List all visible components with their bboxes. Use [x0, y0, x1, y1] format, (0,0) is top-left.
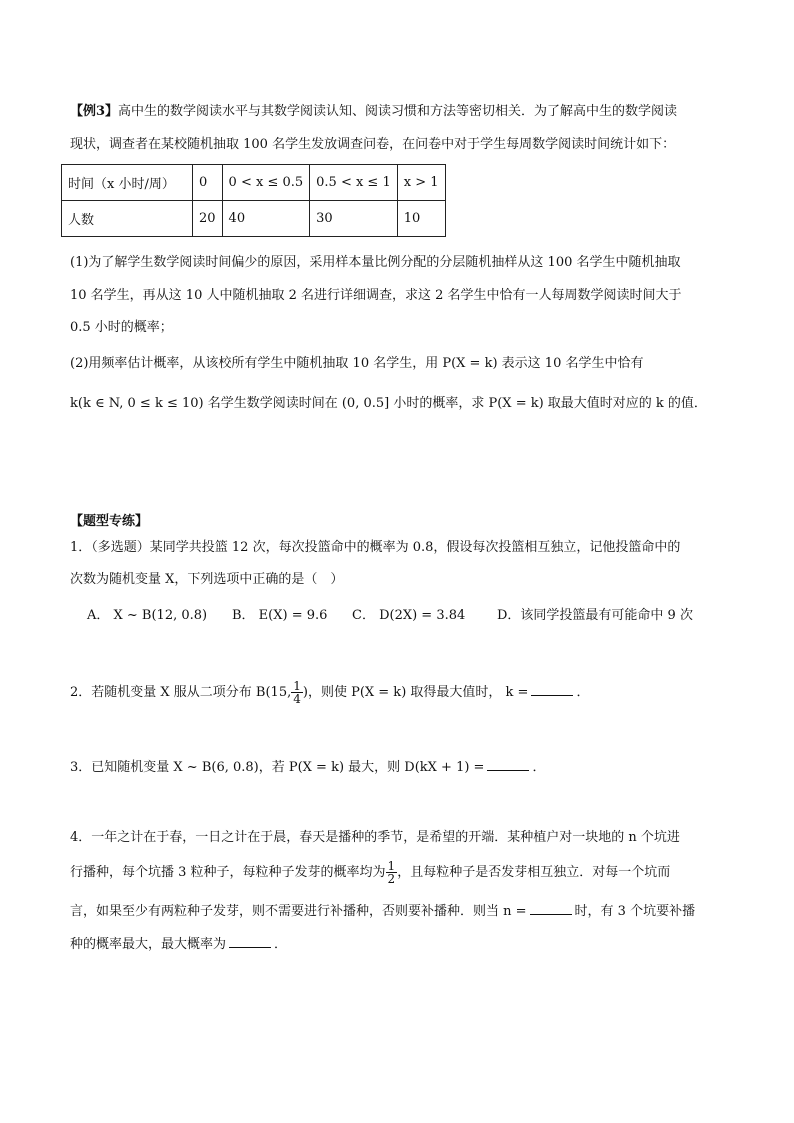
- table-row: [62, 201, 446, 237]
- fraction-numerator: 1: [293, 679, 301, 693]
- table-cell: 人数: [62, 201, 193, 237]
- fraction: [386, 860, 398, 885]
- practice-heading: 【题型专练】: [70, 514, 149, 529]
- option-c: C． D(2X) = 3.84: [352, 608, 466, 623]
- problem-4-text-2a: 行播种，每个坑播 3 粒种子，每粒种子发芽的概率均为: [70, 865, 386, 880]
- reading-time-table: [61, 164, 446, 237]
- problem-4-line-1: 4．一年之计在于春，一日之计在于晨，春天是播种的季节，是希望的开端．某种植户对一块地的 n 个坑进: [70, 830, 680, 845]
- question-1-line-1: (1)为了解学生数学阅读时间偏少的原因，采用样本量比例分配的分层随机抽样从这 100 名学生中随机抽取: [70, 255, 681, 270]
- problem-1-line-2: 次数为随机变量 X，下列选项中正确的是（ ）: [70, 572, 344, 587]
- question-2-line-2: k(k ∈ N, 0 ≤ k ≤ 10) 名学生数学阅读时间在 (0, 0.5] 小时的概率，求 P(X = k) 取最大值时对应的 k 的值．: [70, 396, 707, 411]
- table-header-row: [62, 165, 446, 201]
- table-cell: 时间（x 小时/周）: [62, 165, 193, 201]
- problem-3: [70, 758, 545, 778]
- problem-1-line-1: 1．（多选题）某同学共投篮 12 次，每次投篮命中的概率为 0.8，假设每次投篮相互独立，记他投篮命中的: [70, 540, 681, 555]
- problem-2: [70, 680, 589, 705]
- option-a: A． X ~ B(12, 0.8): [87, 608, 208, 623]
- example-3-line-1: [70, 102, 677, 122]
- problem-2-end: ．: [576, 685, 590, 700]
- table-cell: 0 < x ≤ 0.5: [222, 165, 310, 201]
- problem-4-line-3: [70, 902, 695, 922]
- answer-blank: [487, 758, 529, 771]
- answer-blank: [531, 683, 573, 696]
- question-1-line-2: 10 名学生，再从这 10 人中随机抽取 2 名进行详细调查，求这 2 名学生中恰有一人每周数学阅读时间大于: [70, 288, 682, 303]
- table-cell: 40: [222, 201, 310, 237]
- problem-2-text-pre: 2．若随机变量 X 服从二项分布 B(15,: [70, 685, 292, 700]
- option-b: B． E(X) = 9.6: [232, 608, 328, 623]
- example-3-text-1: 高中生的数学阅读水平与其数学阅读认知、阅读习惯和方法等密切相关．为了解高中生的数学阅读: [118, 104, 678, 119]
- problem-4-text-3b: 时，有 3 个坑要补播: [574, 904, 696, 919]
- problem-4-text-3a: 言，如果至少有两粒种子发芽，则不需要进行补播种，否则要补播种．则当 n =: [70, 904, 527, 919]
- problem-4-text-4a: 种的概率最大，最大概率为: [70, 937, 227, 952]
- example-3-line-2: 现状，调查者在某校随机抽取 100 名学生发放调查问卷，在问卷中对于学生每周数学阅读时间统计如下：: [70, 137, 676, 152]
- problem-4-end: ．: [274, 937, 288, 952]
- fraction-denominator: 2: [387, 872, 396, 886]
- problem-2-text-post: )，则使 P(X = k) 取得最大值时， k =: [302, 685, 529, 700]
- table-cell: 0: [193, 165, 223, 201]
- problem-3-text: 3．已知随机变量 X ~ B(6, 0.8)，若 P(X = k) 最大，则 D(kX + 1) =: [70, 760, 485, 775]
- fraction: [291, 680, 303, 705]
- fraction-numerator: 1: [387, 859, 396, 873]
- answer-blank: [530, 902, 572, 915]
- option-d: D．该同学投篮最有可能命中 9 次: [497, 608, 693, 623]
- problem-4-line-4: [70, 935, 287, 955]
- question-2-line-1: (2)用频率估计概率，从该校所有学生中随机抽取 10 名学生，用 P(X = k) 表示这 10 名学生中恰有: [70, 356, 644, 371]
- table-cell: 30: [310, 201, 398, 237]
- question-1-line-3: 0.5 小时的概率；: [70, 320, 173, 335]
- fraction-denominator: 4: [293, 692, 301, 706]
- problem-4-text-2b: ，且每粒种子是否发芽相互独立．对每一个坑而: [397, 865, 671, 880]
- problem-3-end: ．: [532, 760, 546, 775]
- example-tag: 【例3】: [70, 104, 119, 119]
- table-cell: x > 1: [397, 165, 445, 201]
- table-cell: 20: [193, 201, 223, 237]
- answer-blank: [229, 935, 271, 948]
- table-cell: 10: [397, 201, 445, 237]
- problem-4-line-2: [70, 860, 670, 885]
- table-cell: 0.5 < x ≤ 1: [310, 165, 398, 201]
